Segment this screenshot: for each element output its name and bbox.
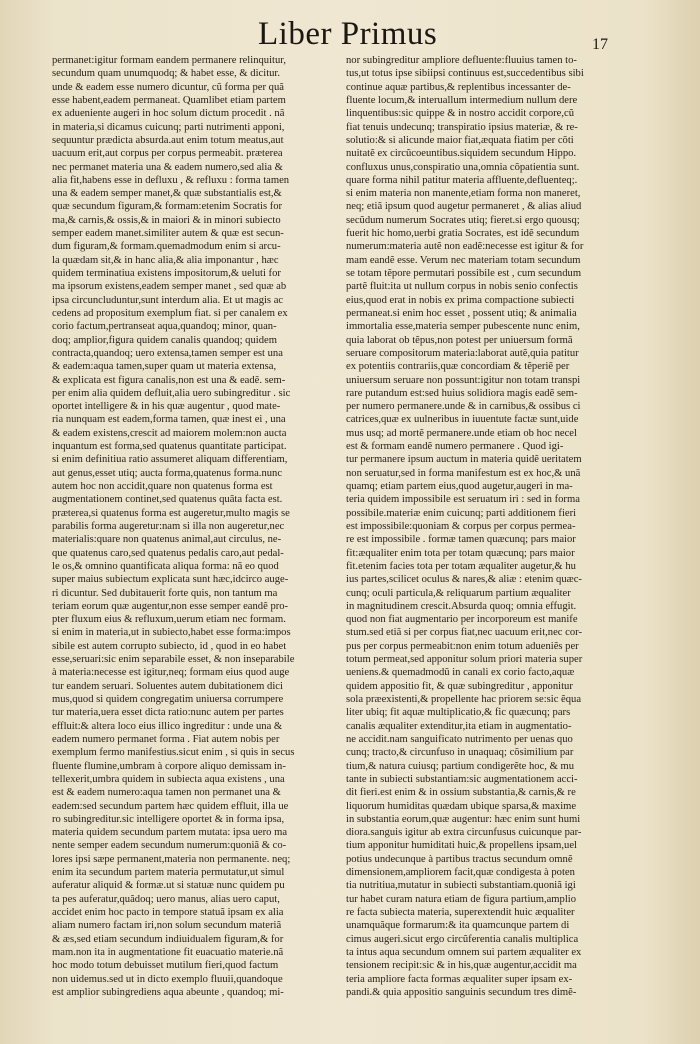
text-line: lores ipsi sæpe permanent,materia non permanente. neq; <box>52 853 291 865</box>
text-line: seruare compositorum materia:laborat autẽ,quia patitur <box>346 347 579 359</box>
text-line: à materia:necesse est igitur,neq; formam eius quod auge <box>52 667 290 679</box>
text-line: tante in subiecti substantiam:sic augmentationem acci- <box>346 773 578 785</box>
text-line: exemplum fermo manifestius.sicut enim , si quis in secus <box>52 747 295 759</box>
text-line: non seruatur,sed in forma manifestum est ex hoc,& unã <box>346 467 581 479</box>
text-line: canalis æqualiter extenditur,ita etiam in augmentatio- <box>346 720 572 732</box>
text-line: quia laborat ob tẽpus,non potest per uniuersum formã <box>346 334 573 346</box>
text-line: nor subingreditur ampliore defluente:fluuius tamen to- <box>346 55 577 66</box>
text-line: mus usq; ad mortẽ permanere.unde etiam ob hoc necel <box>346 427 577 439</box>
text-line: ma ipsorum existens,eadem semper manet , sed quæ ab <box>52 281 287 293</box>
text-line: tellexerit,umbra quidem in subiecta aqua existens , una <box>52 773 285 785</box>
text-line: quare forma nihil patitur materia affluente,defluenteq;. <box>346 174 578 186</box>
text-line: si enim definitiua ratio assumeret aliquam differentiam, <box>52 454 288 466</box>
text-line: sola præexistenti,& propellente hac priorem se:sic ẽqua <box>346 694 582 705</box>
text-line: confluxus unus,conspiratio una,omnia cõpatientia sunt. <box>346 161 580 173</box>
text-line: materialis:quare non quatenus animal,aut circulus, ne- <box>52 534 282 546</box>
text-line: tium apponitur humiditati huic,& propellens ipsam,uel <box>346 840 577 852</box>
text-line: quamq; etiam partem eius,quod augetur,augeri in ma- <box>346 481 573 492</box>
right-text-column <box>346 54 608 999</box>
text-line: linquentibus:sic quippe & in nostro accidit corpore,cũ <box>346 108 575 120</box>
text-line: possibile.materiæ enim cuicunq; parti additionem fieri <box>346 507 577 519</box>
text-line: inquantum est forma,sed quatenus quantitate participat. <box>52 441 287 453</box>
text-line: per numero permanere.unde & in carnibus,& ossibus ci <box>346 401 581 413</box>
text-line: cimus augeri.sicut ergo circũferentia canalis multiplica <box>346 933 579 945</box>
text-line: tur habet curam natura etiam de figura partium,amplio <box>346 893 577 905</box>
text-line: sequuntur prædicta absurda.aut enim totum meatus,aut <box>52 134 284 146</box>
page-title: Liber Primus <box>258 16 438 52</box>
text-line: potius undecunque à partibus tractus secundum omnẽ <box>346 853 573 865</box>
text-line: non uidemus.sed ut in dicto exemplo fluuii,quandoque <box>52 973 283 985</box>
text-line: super maius subiectum explicata sunt hæc,idcirco auge- <box>52 574 289 586</box>
text-line: cunq; tracto,& circunfuso in unaquaq; cõsimilium par <box>346 747 574 759</box>
text-line: & æs,sed etiam secundum indiuidualem figuram,& for <box>52 933 284 945</box>
text-line: si enim materia non manente,etiam forma non maneret, <box>346 188 581 200</box>
text-line: secundum quam unumquodq; & habet esse, & dicitur. <box>52 68 281 80</box>
text-line: le os,& omnino quantificata aliqua forma: nã eo quod <box>52 560 279 572</box>
text-line: dit fieri.est enim & in ossium substantia,& carnis,& re <box>346 787 576 799</box>
text-line: teria ampliore facta formas æqualiter super ipsam ex- <box>346 973 573 985</box>
text-line: accidet enim hoc pacto in tempore statuã ipsam ex alia <box>52 907 284 918</box>
text-line: totum permeat,sed apponitur solum priori materia super <box>346 654 583 666</box>
text-line: esse habent,eadem permaneat. Quamlibet etiam partem <box>52 94 286 106</box>
text-line: quidem appositio fit, & quæ subingreditur , apponitur <box>346 680 573 692</box>
text-line: liter ubiq; fit aquæ multiplicatio,& fic quæcunq; pars <box>346 707 571 719</box>
text-line: fluente locum,& interuallum intermedium nullum dere <box>346 94 578 106</box>
text-line: nente semper eadem secundum numerum:quoniã & co- <box>52 840 287 852</box>
text-line: ex potentiis contrariis,quæ concordiam & tẽperiẽ per <box>346 361 570 373</box>
text-line: aut genus,esset utiq; aucta forma,quatenus forma.nunc <box>52 467 283 479</box>
text-line: quidem terminatiua existens impositorum,& ueluti for <box>52 268 281 279</box>
text-line: & explicata est figura canalis,non est una & eadẽ. sem- <box>52 374 286 386</box>
text-line: ius partes,scilicet oculus & nares,& aliæ : etenim quæc- <box>346 574 582 586</box>
text-line: est impossibile:quoniam & corpus per corpus permea- <box>346 520 576 532</box>
text-line: corio factum,pertranseat aqua,quandoq; minor, quan- <box>52 321 277 333</box>
text-line: ta pes auferatur,quãdoq; uero manus, alias uero caput, <box>52 893 280 905</box>
text-line: eius,quod erat in nobis ex prima compactione subiecti <box>346 294 575 306</box>
text-line: autem hoc non accidit,quare non quatenus forma est <box>52 481 273 492</box>
text-line: se totam tẽpore permutari possibile est , cum secundum <box>346 268 582 279</box>
text-line: in substantia eorum,quæ augentur: hæc enim sunt humi <box>346 813 581 825</box>
text-line: enim ita secundum partem materia permutatur,ut simul <box>52 867 285 879</box>
left-text-column <box>52 54 318 999</box>
text-line: mam eandẽ esse. Verum nec materiam totam secundum <box>346 254 581 266</box>
text-line: effluit:& altera loco eius illico ingreditur : unde una & <box>52 720 283 732</box>
text-line: fit:æqualiter enim tota per totam quæcunq; pars maior <box>346 547 575 559</box>
text-line: sibile est autem corrupto subiecto, id , quod in eo habet <box>52 640 287 652</box>
text-line: ria nunquam est eadem,forma tamen, quæ inest ei , una <box>52 414 286 426</box>
page-header <box>0 14 700 58</box>
text-line: hoc modo totum debuisset mutilum fieri,quod factum <box>52 960 279 972</box>
text-line: materia quidem secundum partem mutata: ipsa uero ma <box>52 827 288 839</box>
text-line: dum figuram,& formam.quemadmodum enim si arcu- <box>52 241 281 253</box>
text-line: teria quidem impossibile est seruatum iri : sed in forma <box>346 494 580 506</box>
text-line: in magnitudinem crescit.Absurda quoq; omnia effugit. <box>346 600 577 612</box>
text-line: permanet:igitur formam eandem permanere relinquitur, <box>52 55 287 66</box>
text-line: si enim in materia,ut in subiecto,habet esse forma:impos <box>52 627 291 639</box>
page-number: 17 <box>592 36 608 53</box>
text-line: tur permanere ipsum auctum in materia quidẽ ueritatem <box>346 454 582 466</box>
text-line: pandi.& quia appositio sanguinis secundum tres dimẽ- <box>346 986 577 998</box>
text-line: est & eadem numero:aqua tamen non permanet una & <box>52 787 281 799</box>
text-line: fiat tenuis undecunq; transpiratio ipsius materiæ, & re- <box>346 121 578 133</box>
text-line: alia fit,habens esse in defluxu , & refluxu : forma tamen <box>52 174 290 186</box>
text-line: pter fluxum eius & refluxum,uerum etiam nec formam. <box>52 614 286 626</box>
text-line: mam.non ita in augmentatione fit euacuatio materie.nã <box>52 946 284 958</box>
text-line: mus,quod si quidem congregatim uniuersa corrumpere <box>52 694 284 705</box>
text-line: fluente flumine,umbram à corpore aliquo demissam in- <box>52 760 286 772</box>
text-line: ta intus aqua secundum omnem sui partem æqualiter ex <box>346 946 582 958</box>
text-line: quæ secundum figuram,& formam:etenim Socratis for <box>52 201 283 213</box>
text-line: ex adueniente augeri in hoc solum dictum procedit . nã <box>52 108 285 120</box>
text-line: la quædam sit,& in hanc alia,& alia imponantur , hæc <box>52 254 279 266</box>
text-line: partẽ fluit:ita ut nullum corpus in nobis senio confectis <box>346 281 578 293</box>
text-line: per enim alia quidem defluit,alia uero subingreditur . sic <box>52 387 291 399</box>
text-line: in materia,si dicamus cuicunq; parti nutrimenti apponi, <box>52 121 285 133</box>
text-line: rare putandum est:sed huius solidiora magis eadẽ sem- <box>346 387 578 399</box>
text-line: est & formam eandẽ numero permanere . Quod igi- <box>346 441 564 453</box>
text-line: aliam numero factam iri,non solum secundum materiã <box>52 920 282 932</box>
text-line: contracta,quandoq; uero extensa,tamen semper est una <box>52 347 283 359</box>
text-line: esse,seruari:sic enim separabile esset, & non inseparabile <box>52 654 295 666</box>
text-line: catrices,quæ ex uulneribus in iuuentute factæ sunt,uide <box>346 414 579 426</box>
text-line: præterea,si quatenus forma est augeretur,multo magis se <box>52 507 290 519</box>
text-line: stum.sed etiã si per corpus fiat,nec uacuum erit,nec cor- <box>346 627 582 639</box>
text-line: parabilis forma augeretur:nam si illa non augeretur,nec <box>52 520 285 532</box>
text-line: ma,& carnis,& ossis,& in maiori & in minori subiecto <box>52 214 281 226</box>
text-line: ipsa circuncluduntur,sunt interdum alia. Et ut magis ac <box>52 294 284 306</box>
text-line: permaneat.si enim hoc esset , possent utiq; & animalia <box>346 307 577 319</box>
text-line: tus,ut totus ipse sibiipsi continuus est,succedentibus sibi <box>346 68 584 80</box>
text-line: uacuum erit,aut corpus per corpus permeabit. præterea <box>52 148 283 160</box>
text-line: tia nutritiua,mutatur in subiecti substantiam.quoniã igi <box>346 880 576 892</box>
text-line: ri dicuntur. Sed dubitauerit forte quis, non tantum ma <box>52 587 278 599</box>
text-line: cedens ad propositum exemplum fiat. si per canalem ex <box>52 307 288 319</box>
text-line: ueniens.& quemadmodũ in canali ex corio facto,aquæ <box>346 667 575 679</box>
text-line: augmentationem continet,sed quatenus quãta facta est. <box>52 494 283 506</box>
text-line: liquorum humiditas quædam ubique sparsa,& maxime <box>346 800 577 812</box>
text-line: fuerit hic homo,uerbi gratia Socrates, est idẽ secundum <box>346 228 580 240</box>
text-line: semper eadem manet.similiter autem & quæ est secun- <box>52 228 284 240</box>
text-line: quod non fiat augmentario per incorporeum est manife <box>346 614 578 626</box>
text-line: secũdum numerum Socrates utiq; fieret.si ergo quousq; <box>346 214 580 226</box>
text-line: una & eadem semper manet,& quæ substantialis est,& <box>52 188 282 200</box>
text-line: auferatur aliquid & formæ.ut si statuæ nunc quidem pu <box>52 880 285 892</box>
text-line: tensionem recipit:sic & in his,quæ augentur,accidit ma <box>346 960 577 972</box>
text-line: ne accidit.nam sanguificato nutrimento per uenas quo <box>346 733 573 745</box>
text-line: unamquãque formarum:& ita quamcunque partem di <box>346 920 570 932</box>
text-line: tur materia,uera esset dicta ratio:nunc autem per partes <box>52 707 284 719</box>
text-line: unde & eadem esse numero dicuntur, cũ forma per quã <box>52 81 284 93</box>
text-line: est amplior subingrediens aqua abeunte , quandoq; mi- <box>52 986 284 998</box>
text-line: uniuersum seruare non possunt:igitur non totam transpi <box>346 374 581 386</box>
text-line: nuitatẽ ex circũcoeuntibus.siquidem secundum Hippo. <box>346 148 577 160</box>
text-line: re est impossibile . formæ tamen quæcunq; pars maior <box>346 534 576 546</box>
text-line: & eadem existens,crescit ad maiorem molem:non aucta <box>52 427 287 439</box>
text-line: tium,& natura cuiusq; partium condigerẽte hoc, & mu <box>346 760 575 772</box>
text-line: dimensionem,ampliorem facit,quæ condigesta à poten <box>346 867 575 879</box>
text-line: cunq; oculi particula,& reliquarum partium æqualiter <box>346 587 571 599</box>
text-line: que quatenus caro,sed quatenus pedalis caro,aut pedal- <box>52 547 284 559</box>
text-line: oportet intelligere & in his quæ augentur , quod mate- <box>52 401 281 413</box>
text-line: solutio:& si alicunde maior fiat,æquata fiatim per cõti <box>346 134 574 146</box>
text-line: numerum:materia autẽ non eadẽ:necesse est igitur & for <box>346 241 584 253</box>
text-line: teriam eorum quæ augentur,non esse semper eandẽ pro- <box>52 600 289 612</box>
text-line: neq; etiã ipsum quod augetur permaneret , & alias aliud <box>346 201 582 213</box>
text-line: re facta subiecta materia, superextendit huic æqualiter <box>346 907 575 918</box>
text-line: diora.sanguis igitur ab extra circunfusus cuicunque par- <box>346 827 582 839</box>
text-line: & eadem:aqua tamen,super quam ut materia extensa, <box>52 361 277 373</box>
text-line: ro subingreditur.sic intelligere oportet & in forma ipsa, <box>52 813 285 825</box>
text-line: eadem:sed secundum partem hæc quidem effluit, illa ue <box>52 800 289 812</box>
text-line: eadem numero permanet forma . Fiat autem nobis per <box>52 733 280 745</box>
text-line: fit.etenim facies tota per totam æqualiter augetur,& hu <box>346 560 576 572</box>
text-line: immortalia esse,materia semper pubescente nunc enim, <box>346 321 580 333</box>
text-line: continue aquæ partibus,& replentibus incessanter de- <box>346 81 571 93</box>
text-line: nec permanet materia una & eadem numero,sed alia & <box>52 161 283 173</box>
text-line: pus per corpus permeabit:non enim totum adueniẽs per <box>346 640 579 652</box>
text-line: doq; amplior,figura quidem canalis quandoq; quidem <box>52 334 277 346</box>
text-line: tur eandem seruari. Soluentes autem dubitationem dici <box>52 680 283 692</box>
